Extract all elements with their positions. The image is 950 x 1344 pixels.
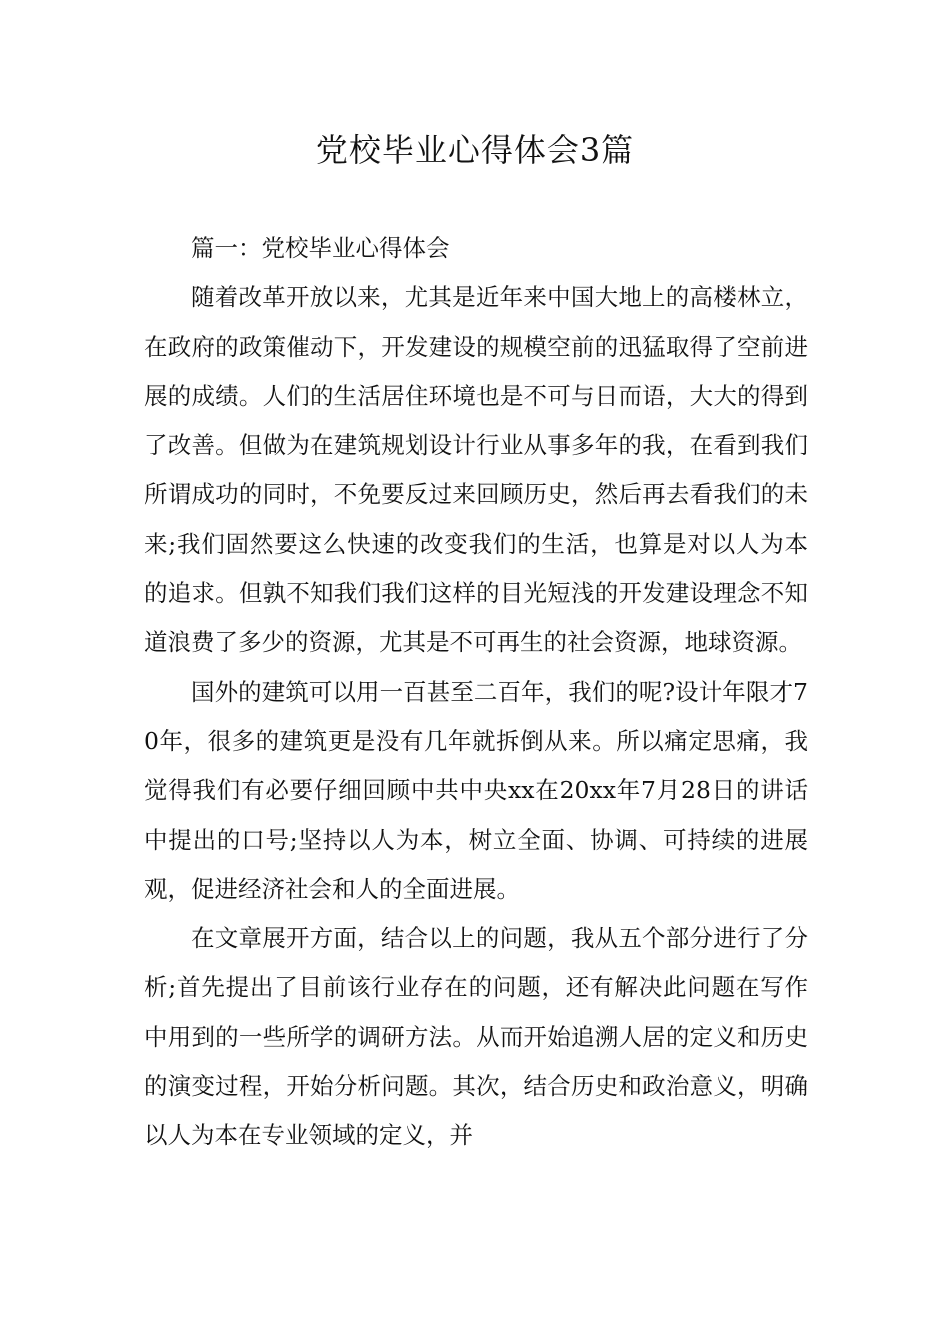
paragraph: 随着改革开放以来，尤其是近年来中国大地上的高楼林立，在政府的政策催动下，开发建设的规模空前的迅猛取得了空前进展的成绩。人们的生活居住环境也是不可与日而语，大大的得到了改善。但做为在建筑规划设计行业从事多年的我，在看到我们所谓成功的同时，不免要反过来回顾历史，然后再去看我们的未来;我们固然要这么快速的改变我们的生活，也算是对以人为本的追求。但孰不知我们我们这样的目光短浅的开发建设理念不知道浪费了多少的资源，尤其是不可再生的社会资源，地球资源。 [144, 283, 808, 657]
paragraph: 在文章展开方面，结合以上的问题，我从五个部分进行了分析;首先提出了目前该行业存在的问题，还有解决此问题在写作中用到的一些所学的调研方法。从而开始追溯人居的定义和历史的演变过程，开始分析问题。其次，结合历史和政治意义，明确以人为本在专业领域的定义，并 [144, 924, 808, 1150]
paragraph: 国外的建筑可以用一百甚至二百年，我们的呢?设计年限才70年，很多的建筑更是没有几年就拆倒从来。所以痛定思痛，我觉得我们有必要仔细回顾中共中央xx在20xx年7月28日的讲话中提出的口号;坚持以人为本，树立全面、协调、可持续的进展观，促进经济社会和人的全面进展。 [144, 677, 808, 903]
section-heading: 篇一：党校毕业心得体会 [191, 234, 450, 262]
document-body [144, 224, 808, 1161]
document-title: 党校毕业心得体会3篇 [315, 131, 635, 169]
